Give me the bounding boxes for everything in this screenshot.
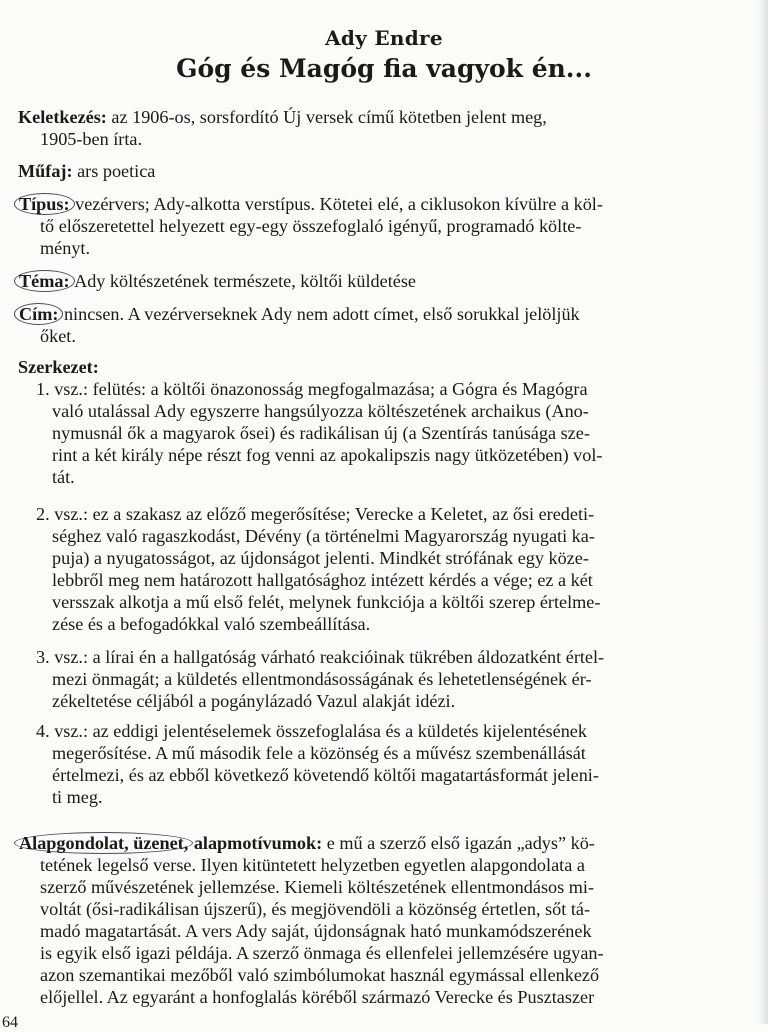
tema-text: Ady költészetének természete, költői küldetése [74, 271, 416, 291]
label-tipus: Típus: [14, 193, 75, 215]
tipus-line-3: ményt. [40, 238, 91, 258]
list-line: zése és a befogadókkal való szembeállítása. [52, 614, 371, 634]
list-item [36, 503, 748, 635]
page-number: 64 [2, 1014, 18, 1031]
list-line: való utalással Ady egyszerre hangsúlyozza költészetének archaikus (Ano- [52, 401, 589, 421]
cim-line-1: nincsen. A vezérverseknek Ady nem adott címet, első sorukkal jelöljük [63, 304, 580, 324]
section-mufaj [18, 160, 748, 182]
section-alapgondolat [18, 832, 748, 1008]
list-line: vsz.: ez a szakasz az előző megerősítése; Verecke a Keletet, az ősi eredeti- [54, 504, 595, 524]
list-line: tát. [52, 467, 75, 487]
tipus-line-2: tő előszeretettel helyezett egy-egy összefoglaló igényű, programadó költe- [40, 216, 582, 236]
label-alapgondolat: Alapgondolat, üzenet, [14, 832, 193, 854]
list-line: nymusnál ők a magyarok ősei) és radikálisan új (a Szentírás tanúsága sze- [52, 423, 590, 443]
label-keletkezes: Keletkezés: [18, 107, 107, 127]
section-cim [18, 303, 748, 347]
list-line: ti meg. [52, 787, 103, 807]
list-number: 3. [36, 647, 50, 667]
tipus-line-1: vezérvers; Ady-alkotta verstípus. Kötetei elé, a ciklusokon kívülre a köl- [75, 194, 603, 214]
keletkezes-line-2: 1905-ben írta. [40, 129, 143, 149]
cim-line-2: őket. [40, 326, 76, 346]
alapgondolat-line: tetének legelső verse. Ilyen kitüntetett helyzetben egyetlen alapgondolata a [40, 855, 585, 875]
mufaj-text: ars poetica [77, 161, 156, 181]
label-tema: Téma: [14, 270, 75, 292]
keletkezes-line-1: az 1906-os, sorsfordító Új versek című kötetben jelent meg, [111, 107, 547, 127]
list-item [36, 378, 748, 488]
list-line: megerősítése. A mű második fele a közönség és a művész szembenállását [52, 743, 586, 763]
author-heading: Ady Endre [325, 26, 443, 50]
list-line: értelmezi, és az ebből következő követendő költői magatartásformát jeleni- [52, 765, 599, 785]
list-line: vsz.: a lírai én a hallgatóság várható reakcióinak tükrében áldozatként értel- [54, 647, 605, 667]
list-line: lebbről meg nem határozott hallgatósághoz intézett kérdés a vége; ez a két [52, 570, 593, 590]
page-edge-shadow [758, 0, 768, 1024]
alapgondolat-line: szerző művészetének jellemzése. Kiemeli költészetének ellentmondásos mi- [40, 877, 594, 897]
list-line: versszak alkotja a mű első felét, melynek funkciója a költői szerep értelme- [52, 592, 601, 612]
list-item [36, 646, 748, 712]
alapgondolat-line: azon szemantikai mezőből való szimbólumokat használ egymással ellenkező [40, 965, 600, 985]
section-tipus [18, 193, 748, 259]
list-line: vsz.: felütés: a költői önazonosság megfogalmazása; a Gógra és Magógra [54, 379, 588, 399]
list-line: mezi önmagát; a küldetés ellentmondásosságának és lehetetlenségének ér- [52, 669, 592, 689]
list-item [36, 720, 748, 808]
alapgondolat-line: is egyik első igazi példája. A szerző önmaga és ellenfelei jellemzésére ugyan- [40, 943, 604, 963]
list-number: 1. [36, 379, 50, 399]
poem-title: Góg és Magóg fia vagyok én... [176, 54, 592, 83]
label-cim: Cím: [14, 303, 63, 325]
section-tema [18, 270, 748, 292]
label-szerkezet: Szerkezet: [18, 357, 99, 377]
list-line: vsz.: az eddigi jelentéselemek összefoglalása és a küldetés kijelentésének [54, 721, 587, 741]
list-line: puja) a nyugatosságot, az újdonságot jelenti. Mindkét strófának egy köze- [52, 548, 589, 568]
alapgondolat-line: e mű a szerző első igazán „adys” kö- [326, 833, 595, 853]
list-number: 4. [36, 721, 50, 741]
section-szerkezet-heading [18, 356, 748, 378]
alapgondolat-line: voltát (ősi-radikálisan újszerű), és megjövendöli a közönség értetlen, sőt tá- [40, 899, 591, 919]
alapgondolat-line: madó magatartását. A vers Ady saját, újdonságnak ható munkamódszerének [40, 921, 592, 941]
label-alapmotivumok: alapmotívumok: [193, 833, 323, 853]
list-number: 2. [36, 504, 50, 524]
list-line: zékeltetése céljából a pogánylázadó Vazul alakját idézi. [52, 691, 456, 711]
list-line: séghez való ragaszkodást, Dévény (a történelmi Magyarország nyugati ka- [52, 526, 595, 546]
list-line: rint a két király népe részt fog venni az apokalipszis nagy ütközetében) vol- [52, 445, 603, 465]
alapgondolat-line: előjellel. Az egyaránt a honfoglalás köréből származó Verecke és Pusztaszer [40, 987, 595, 1007]
section-keletkezes [18, 106, 748, 150]
label-mufaj: Műfaj: [18, 161, 73, 181]
